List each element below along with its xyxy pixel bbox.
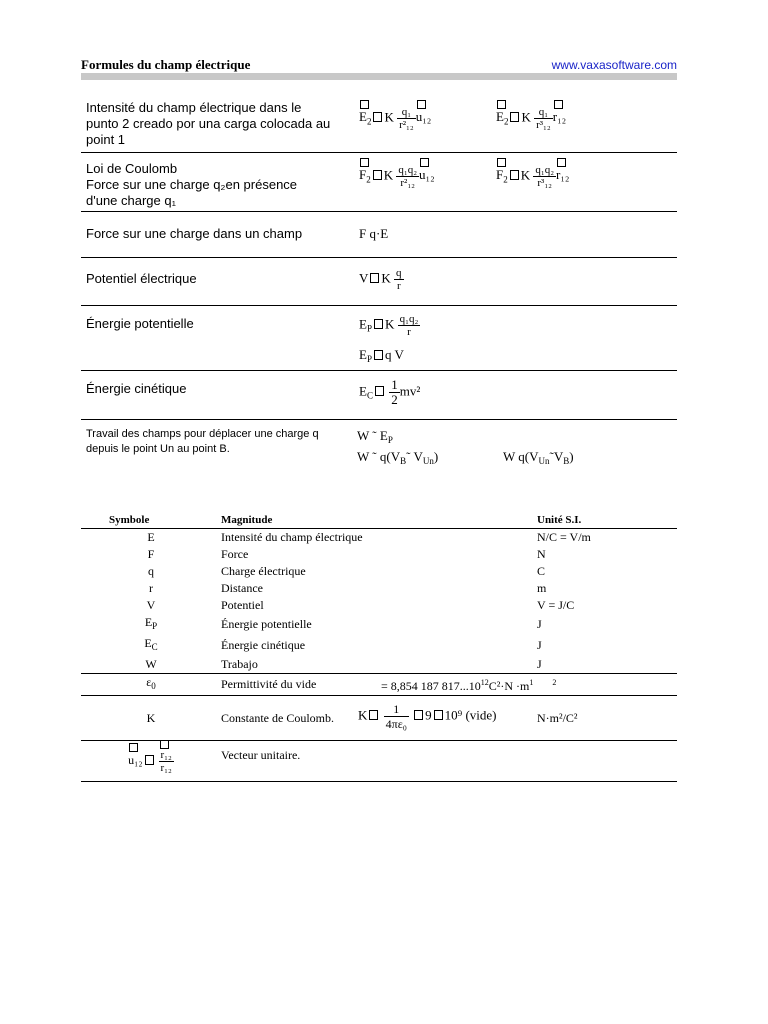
- table-row: E Intensité du champ électrique N/C = V/m: [147, 530, 591, 544]
- formula-row-kinetic-energy: [81, 370, 677, 420]
- formula-row-potential: [81, 257, 677, 306]
- column-header: Magnitude: [221, 512, 537, 529]
- table-row: u₁₂ $\frac{\text{r₁₂}}{\text{r₁₂}}$ Vecteur unitaire.: [81, 741, 677, 782]
- table-row: q Charge électrique C: [148, 564, 546, 578]
- header: [81, 57, 677, 73]
- formula-description: Force sur une charge dans un champ: [86, 226, 303, 241]
- symbols-table: [81, 512, 677, 782]
- table-row: V Potentiel V = J/C: [146, 598, 575, 612]
- table-row: r Distance m: [149, 581, 547, 595]
- table-row: $E_C$ Énergie cinétique J: [144, 636, 542, 652]
- page-title: Formules du champ électrique: [81, 57, 251, 72]
- formula-description: Intensité du champ électrique dans le punto 2 creado por una carga colocada au point 1: [86, 100, 331, 147]
- formula-equation: W ˜ $E_P$: [357, 428, 393, 445]
- formula-equation: $E_2$ K $\frac{\text{q₁}}{\text{r²₁₂}}$ u₁₂: [359, 106, 432, 131]
- formula-description: Loi de Coulomb Force sur une charge q₂en présence d'une charge q₁: [86, 161, 298, 208]
- formula-description: Travail des champs pour déplacer une charge q depuis le point Un au point B.: [86, 428, 319, 455]
- formula-equation: $F_2$ K $\frac{\text{q₁q₂}}{\text{r³₁₂}}$ r₁₂: [496, 164, 570, 189]
- table-row: K Constante de Coulomb. K $\frac{1}{\text{4πε₀}}$ 9 10⁹ (vide) N·m²/C²: [81, 696, 677, 741]
- table-row: $\varepsilon_0$ Permittivité du vide = 8,854 187 $817...10^{12}C^2\cdot N \cdot m^1$ $^2$: [81, 674, 677, 696]
- formula-description: Potentiel électrique: [86, 271, 197, 286]
- header-rule: [81, 73, 677, 80]
- formula-row-coulomb: [81, 152, 677, 212]
- formula-row-force-in-field: [81, 211, 677, 258]
- formula-equation: V K $\frac{q}{r}$: [359, 267, 402, 292]
- formula-equation: $E_P$ K $\frac{\text{q₁q₂}}{r}$: [359, 313, 419, 338]
- formula-equation: F q·E: [359, 226, 389, 241]
- formula-equation: $F_2$ K $\frac{\text{q₁q₂}}{\text{r²₁₂}}$ u₁₂: [359, 164, 435, 189]
- table-row: W Trabajo J: [145, 657, 542, 671]
- table-header-row: [81, 512, 677, 529]
- formula-equation: $E_P$ q V: [359, 347, 404, 364]
- formula-description: Énergie potentielle: [86, 316, 194, 331]
- table-row: F Force N: [147, 547, 546, 561]
- formula-row-potential-energy: [81, 305, 677, 371]
- formula-row-field-intensity: [81, 90, 677, 153]
- table-row: $E_P$ Énergie potentielle J: [144, 615, 542, 631]
- formula-equation: $E_C$ $\frac{1}{2}$ mv²: [359, 377, 421, 407]
- column-header: Symbole: [81, 512, 221, 529]
- formula-equation: W ˜ $q(V_B˜$ $V_{Un}$): [357, 449, 439, 466]
- formula-description: Énergie cinétique: [86, 381, 187, 396]
- website-link[interactable]: www.vaxasoftware.com: [551, 58, 677, 72]
- formula-row-work: [81, 419, 677, 467]
- column-header: Unité S.I.: [537, 512, 677, 529]
- formula-equation: W $q(V_{Un}˜V_B)$: [503, 449, 574, 466]
- formula-equation: $E_2$ K $\frac{\text{q₁}}{\text{r³₁₂}}$ r₁₂: [496, 106, 567, 131]
